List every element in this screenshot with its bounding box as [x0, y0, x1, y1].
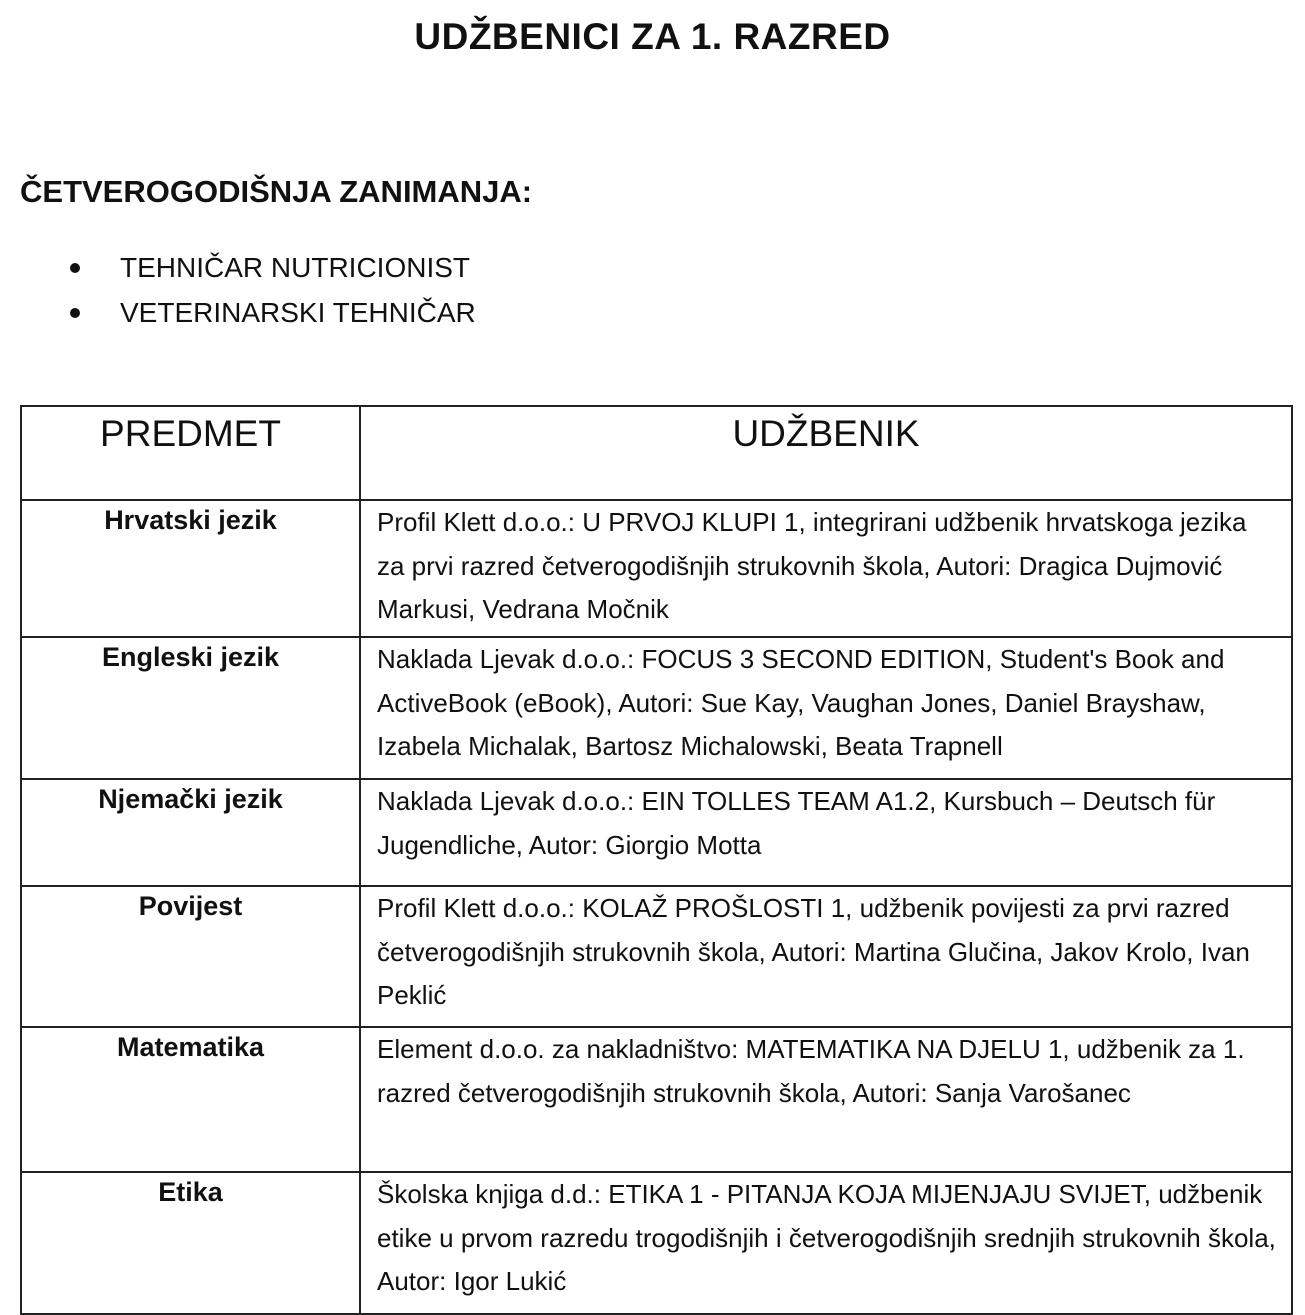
subject-cell: Matematika [21, 1027, 360, 1172]
bullet-icon [70, 263, 80, 273]
textbook-cell: Profil Klett d.o.o.: KOLAŽ PROŠLOSTI 1, udžbenik povijesti za prvi razred četverogodišnjih strukovnih škola, Autori: Martina Glučina, Jakov Krolo, Ivan Peklić [360, 886, 1292, 1027]
list-item [70, 248, 476, 293]
table-row [21, 779, 1292, 886]
subject-cell: Njemački jezik [21, 779, 360, 886]
page-title: UDŽBENICI ZA 1. RAZRED [414, 16, 891, 57]
table-header-row [21, 406, 1292, 500]
subject-cell: Etika [21, 1172, 360, 1314]
table-row [21, 886, 1292, 1027]
section-heading: ČETVEROGODIŠNJA ZANIMANJA: [20, 174, 533, 209]
subject-cell: Povijest [21, 886, 360, 1027]
table-row [21, 1172, 1292, 1314]
table-row [21, 500, 1292, 637]
textbook-cell: Element d.o.o. za nakladništvo: MATEMATIKA NA DJELU 1, udžbenik za 1. razred četverogodišnjih strukovnih škola, Autori: Sanja Varošanec [360, 1027, 1292, 1172]
table-row [21, 1027, 1292, 1172]
textbook-cell: Profil Klett d.o.o.: U PRVOJ KLUPI 1, integrirani udžbenik hrvatskoga jezika za prvi razred četverogodišnjih strukovnih škola, Autori: Dragica Dujmović Markusi, Vedrana Močnik [360, 500, 1292, 637]
table-row [21, 637, 1292, 779]
column-header-subject: PREDMET [21, 406, 360, 500]
program-name: TEHNIČAR NUTRICIONIST [120, 252, 470, 283]
subject-cell: Engleski jezik [21, 637, 360, 779]
program-list [70, 248, 476, 338]
column-header-textbook: UDŽBENIK [360, 406, 1292, 500]
textbook-cell: Naklada Ljevak d.o.o.: EIN TOLLES TEAM A1.2, Kursbuch – Deutsch für Jugendliche, Autor: Giorgio Motta [360, 779, 1292, 886]
textbook-cell: Naklada Ljevak d.o.o.: FOCUS 3 SECOND EDITION, Student's Book and ActiveBook (eBook), Autori: Sue Kay, Vaughan Jones, Daniel Brayshaw, Izabela Michalak, Bartosz Michalowski, Beata Trapnell [360, 637, 1292, 779]
subject-cell: Hrvatski jezik [21, 500, 360, 637]
bullet-icon [70, 308, 80, 318]
textbook-cell: Školska knjiga d.d.: ETIKA 1 - PITANJA KOJA MIJENJAJU SVIJET, udžbenik etike u prvom razredu trogodišnjih i četverogodišnjih srednjih strukovnih škola, Autor: Igor Lukić [360, 1172, 1292, 1314]
list-item [70, 293, 476, 338]
textbook-table [20, 405, 1293, 1315]
program-name: VETERINARSKI TEHNIČAR [120, 297, 476, 328]
